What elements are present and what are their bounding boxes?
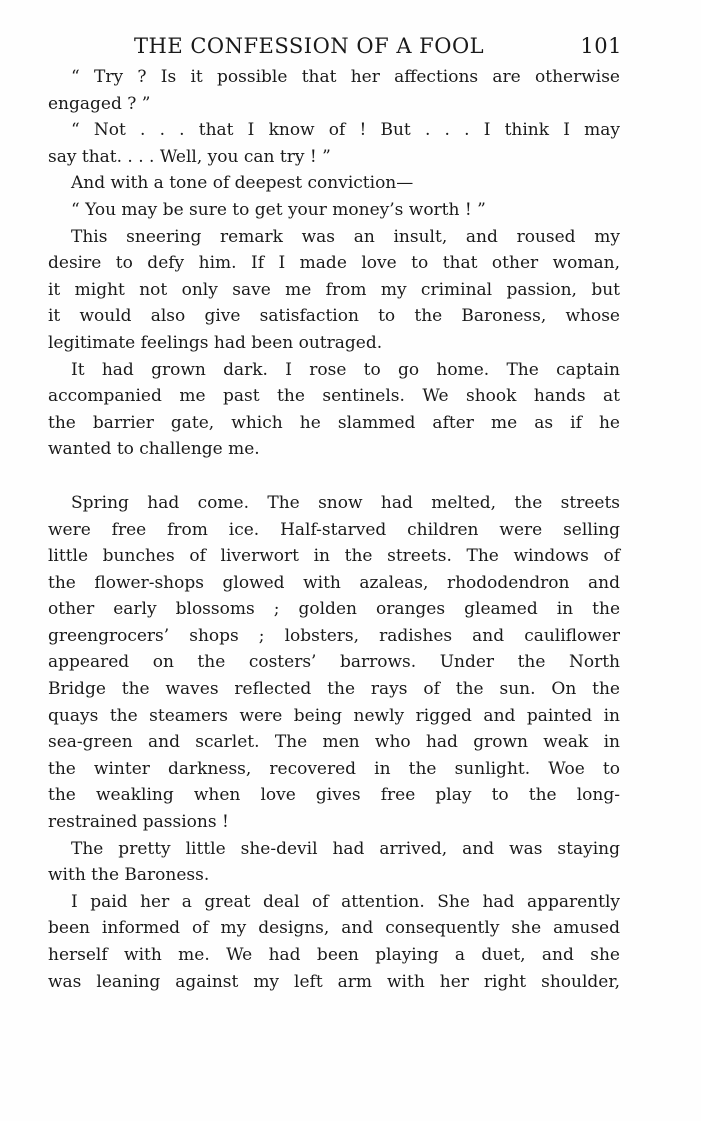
text-line: the winter darkness, recovered in the sunlight. Woe to <box>48 758 620 779</box>
text-line: was leaning against my left arm with her right shoulder, <box>48 971 620 992</box>
text-line: “ You may be sure to get your money’s worth ! ” <box>71 199 486 220</box>
text-line: The pretty little she-devil had arrived, and was staying <box>71 838 620 859</box>
text-line: the barrier gate, which he slammed after me as if he <box>48 412 620 433</box>
text-line: say that. . . . Well, you can try ! ” <box>48 146 331 167</box>
text-line: it might not only save me from my criminal passion, but <box>48 279 620 300</box>
text-line: wanted to challenge me. <box>48 439 260 460</box>
section-break <box>48 463 620 490</box>
text-line: were free from ice. Half-starved children were selling <box>48 519 620 540</box>
text-line: legitimate feelings had been outraged. <box>48 332 383 353</box>
text-line: And with a tone of deepest conviction— <box>71 173 414 194</box>
text-line: engaged ? ” <box>48 93 151 114</box>
text-line: the weakling when love gives free play to the long- <box>48 785 620 806</box>
text-line: the flower-shops glowed with azaleas, rhododendron and <box>48 572 620 593</box>
text-line: I paid her a great deal of attention. She had apparently <box>71 891 620 912</box>
text-line: desire to defy him. If I made love to that other woman, <box>48 253 620 274</box>
text-line: It had grown dark. I rose to go home. The captain <box>71 359 620 380</box>
text-line: with the Baroness. <box>48 865 210 886</box>
text-section-dialogue <box>48 64 620 463</box>
page-number: 101 <box>580 34 622 58</box>
text-line: “ Not . . . that I know of ! But . . . I think I may <box>71 120 620 141</box>
text-line: Bridge the waves reflected the rays of the sun. On the <box>48 679 620 700</box>
text-line: greengrocers’ shops ; lobsters, radishes and cauliflower <box>48 625 620 646</box>
text-line: appeared on the costers’ barrows. Under the North <box>48 652 620 673</box>
text-line: sea-green and scarlet. The men who had grown weak in <box>48 732 620 753</box>
text-line: it would also give satisfaction to the Baroness, whose <box>48 306 620 327</box>
text-section-spring <box>48 490 620 995</box>
text-line: been informed of my designs, and consequently she amused <box>48 918 620 939</box>
text-line: little bunches of liverwort in the streets. The windows of <box>48 546 620 567</box>
text-line: restrained passions ! <box>48 812 229 833</box>
text-line: quays the steamers were being newly rigged and painted in <box>48 705 620 726</box>
text-line: accompanied me past the sentinels. We shook hands at <box>48 386 620 407</box>
text-line: other early blossoms ; golden oranges gleamed in the <box>48 599 620 620</box>
text-line: This sneering remark was an insult, and roused my <box>71 226 620 247</box>
text-line: herself with me. We had been playing a duet, and she <box>48 945 620 965</box>
running-head <box>48 30 620 64</box>
running-title: THE CONFESSION OF A FOOL <box>134 34 485 58</box>
text-line: Spring had come. The snow had melted, the streets <box>71 492 620 513</box>
text-line: “ Try ? Is it possible that her affections are otherwise <box>71 67 620 87</box>
book-page <box>48 30 620 995</box>
